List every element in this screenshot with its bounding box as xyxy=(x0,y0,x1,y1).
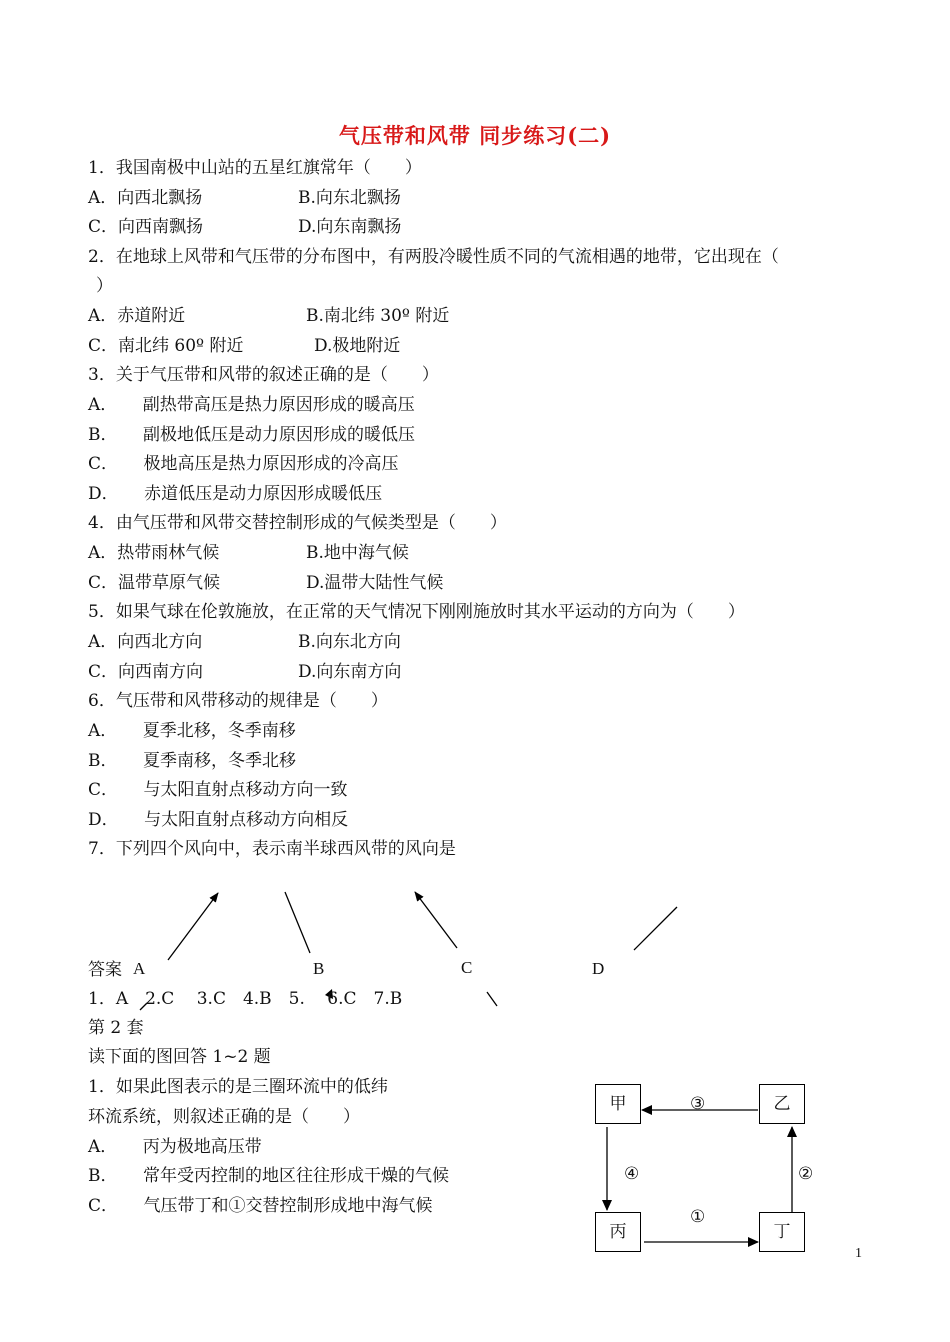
q2-stem-continued: ） xyxy=(96,276,113,296)
q1-option-a: A．向西北飘扬 xyxy=(88,188,203,208)
q5-option-c: C．向西南方向 xyxy=(88,662,204,682)
box-jia: 甲 xyxy=(595,1084,641,1124)
answers-heading: 答案 xyxy=(88,960,122,980)
q1-option-b: B.向东北飘扬 xyxy=(298,188,401,208)
wind-label-a: A xyxy=(133,959,146,978)
q4-option-b: B.地中海气候 xyxy=(306,543,409,563)
wind-arrow-b xyxy=(285,892,310,953)
set2-q1-option-a: A． 丙为极地高压带 xyxy=(88,1137,262,1157)
wind-arrow-d xyxy=(634,907,677,950)
arrow-label-4: ④ xyxy=(624,1164,640,1184)
set2-intro: 读下面的图回答 1~2 题 xyxy=(88,1047,271,1067)
q2-option-c: C．南北纬 60º 附近 xyxy=(88,336,244,356)
q1-option-d: D.向东南飘扬 xyxy=(298,217,402,237)
q7-stem: 7．下列四个风向中，表示南半球西风带的风向是 xyxy=(88,839,456,859)
q3-option-a: A． 副热带高压是热力原因形成的暖高压 xyxy=(88,395,415,415)
set2-q1-option-b: B． 常年受丙控制的地区往往形成干燥的气候 xyxy=(88,1166,449,1186)
q5-option-d: D.向东南方向 xyxy=(298,662,402,682)
q4-option-a: A．热带雨林气候 xyxy=(88,543,220,563)
page-number: 1 xyxy=(855,1246,862,1261)
wind-label-b: B xyxy=(313,959,325,978)
q3-stem: 3．关于气压带和风带的叙述正确的是（ ） xyxy=(88,365,439,385)
arrow-label-1: ① xyxy=(690,1207,706,1227)
box-yi: 乙 xyxy=(759,1084,805,1124)
q5-option-b: B.向东北方向 xyxy=(298,632,401,652)
q3-option-b: B． 副极地低压是动力原因形成的暖低压 xyxy=(88,425,415,445)
wind-arrow-c-tail xyxy=(487,992,497,1006)
q5-stem: 5．如果气球在伦敦施放，在正常的天气情况下刚刚施放时其水平运动的方向为（ ） xyxy=(88,602,745,622)
wind-arrow-c xyxy=(415,892,457,948)
set2-q1-stem: 1．如果此图表示的是三圈环流中的低纬 xyxy=(88,1077,388,1097)
q6-stem: 6．气压带和风带移动的规律是（ ） xyxy=(88,691,388,711)
q2-option-d: D.极地附近 xyxy=(314,336,401,356)
q3-option-d: D． 赤道低压是动力原因形成暖低压 xyxy=(88,484,383,504)
wind-label-d: D xyxy=(592,959,605,978)
q5-option-a: A．向西北方向 xyxy=(88,632,203,652)
q2-stem: 2．在地球上风带和气压带的分布图中，有两股冷暖性质不同的气流相遇的地带，它出现在（ xyxy=(88,247,779,267)
q1-stem: 1．我国南极中山站的五星红旗常年（ ） xyxy=(88,158,422,178)
answers-text: 1．A 2.C 3.C 4.B 5. 6.C 7.B xyxy=(88,989,403,1009)
q3-option-c: C． 极地高压是热力原因形成的冷高压 xyxy=(88,454,399,474)
q6-option-d: D． 与太阳直射点移动方向相反 xyxy=(88,810,349,830)
box-bing: 丙 xyxy=(595,1212,641,1252)
q6-option-b: B． 夏季南移，冬季北移 xyxy=(88,751,296,771)
q1-option-c: C．向西南飘扬 xyxy=(88,217,204,237)
page-title: 气压带和风带 同步练习(二) xyxy=(338,123,612,148)
q4-option-d: D.温带大陆性气候 xyxy=(306,573,444,593)
q6-option-c: C． 与太阳直射点移动方向一致 xyxy=(88,780,348,800)
q4-stem: 4．由气压带和风带交替控制形成的气候类型是（ ） xyxy=(88,513,507,533)
q6-option-a: A． 夏季北移，冬季南移 xyxy=(88,721,296,741)
wind-arrow-a xyxy=(168,893,218,960)
set2-q1-stem-continued: 环流系统，则叙述正确的是（ ） xyxy=(88,1107,360,1127)
q4-option-c: C．温带草原气候 xyxy=(88,573,221,593)
q2-option-a: A．赤道附近 xyxy=(88,306,186,326)
wind-label-c: C xyxy=(461,958,473,977)
arrow-label-3: ③ xyxy=(690,1094,706,1114)
arrow-label-2: ② xyxy=(798,1164,814,1184)
set2-heading: 第 2 套 xyxy=(88,1018,144,1038)
box-ding: 丁 xyxy=(759,1212,805,1252)
q2-option-b: B.南北纬 30º 附近 xyxy=(306,306,450,326)
set2-q1-option-c: C． 气压带丁和①交替控制形成地中海气候 xyxy=(88,1196,433,1216)
